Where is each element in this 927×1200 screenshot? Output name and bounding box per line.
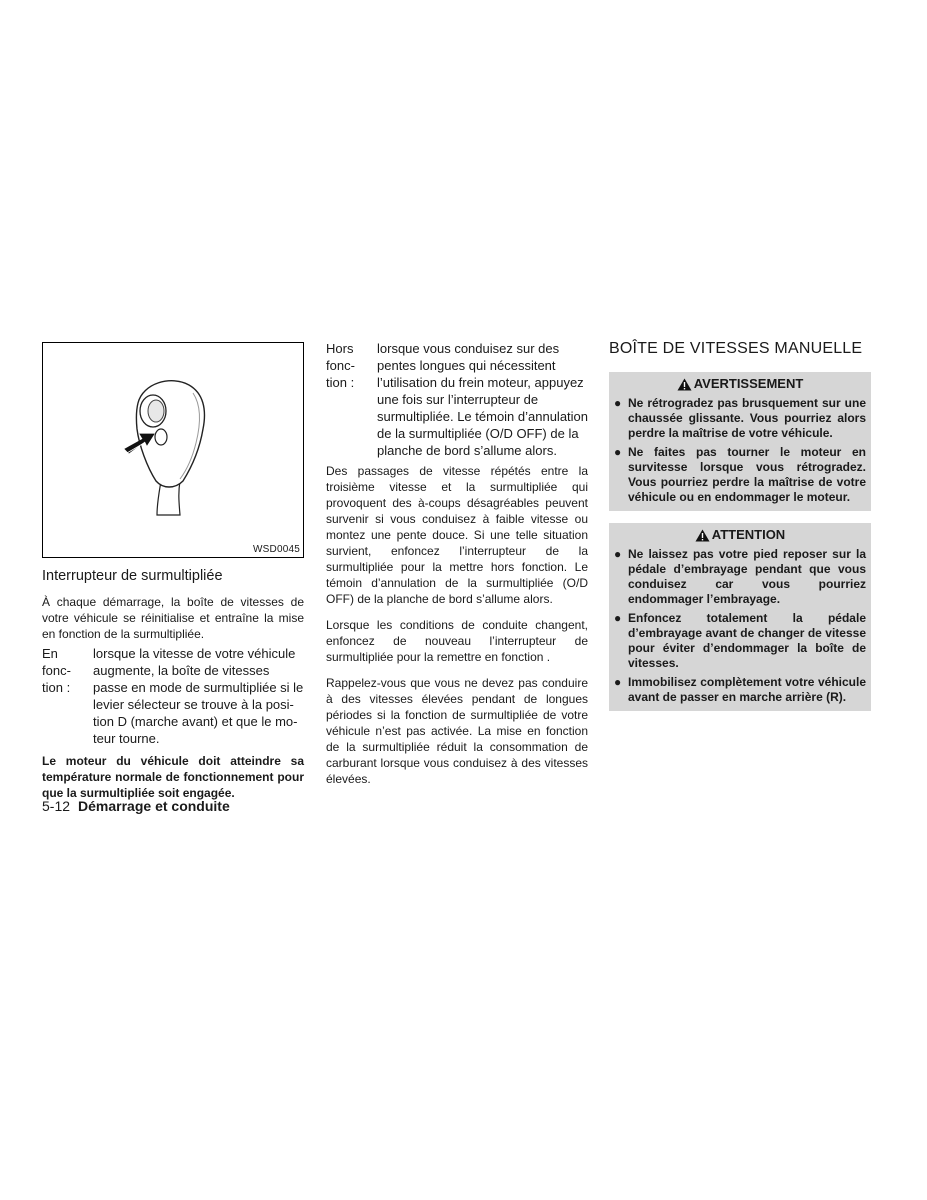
definition-term: [326, 340, 377, 459]
caution-item-text: Ne laissez pas votre pied reposer sur la pédale d’embrayage pendant que vous conduisez car vous pourriez endommager l’embrayage.: [628, 547, 866, 606]
bullet-icon: ●: [614, 547, 622, 561]
hors-fonction-definition: [326, 340, 588, 459]
warning-item: [614, 396, 866, 441]
desc-line: teur tourne.: [93, 731, 160, 746]
body-paragraph: Des passages de vitesse répétés entre la troisième vitesse et la surmultipliée qui provoquent des à-coups désagréables peuvent survenir si vous conduisez à faible vitesse ou montez une pente douce. Si une telle situation survient, enfoncez l’interrupteur de la surmultipliée pour la mettre hors fonction. Le témoin d’annulation de la surmultipliée (O/D OFF) de la planche de bord s’allume alors.: [326, 464, 588, 606]
caution-title: [614, 527, 866, 543]
warning-item-text: Ne faites pas tourner le moteur en survitesse lorsque vous rétrogradez. Vous pourriez perdre la maîtrise de votre véhicule ou en endommager le moteur.: [628, 445, 866, 504]
intro-paragraph: À chaque démarrage, la boîte de vitesses de votre véhicule se réinitialise et entraîne la mise en fonction de la surmultipliée.: [42, 595, 304, 641]
warning-item-text: Ne rétrogradez pas brusquement sur une chaussée glissante. Vous pourriez alors perdre la maîtrise de votre véhicule.: [628, 396, 866, 440]
body-paragraph: Lorsque les conditions de conduite changent, enfoncez de nouveau l’interrupteur de surmultipliée pour la remettre en fonction .: [326, 618, 588, 664]
page-footer: [42, 798, 230, 814]
gear-knob-illustration: [43, 343, 303, 557]
temperature-note: Le moteur du véhicule doit atteindre sa température normale de fonctionnement pour que la surmultipliée soit engagée.: [42, 754, 304, 800]
warning-title-text: AVERTISSEMENT: [693, 376, 804, 391]
desc-line: passe en mode de surmultipliée si le: [93, 680, 304, 695]
bullet-icon: ●: [614, 675, 622, 689]
warning-triangle-icon: [695, 529, 710, 542]
page-number: 5-12: [42, 798, 71, 814]
definition-description: [93, 645, 304, 747]
caution-item: [614, 675, 866, 705]
figure-code: WSD0045: [253, 544, 300, 555]
caution-item-text: Enfoncez totalement la pédale d’embrayage avant de changer de vitesse pour éviter d’endommager la boîte de vitesses.: [628, 611, 866, 670]
caution-title-text: ATTENTION: [711, 527, 786, 542]
section-title: BOÎTE DE VITESSES MANUELLE: [609, 340, 863, 357]
desc-line: pentes longues qui nécessitent: [377, 358, 556, 373]
middle-column: [326, 340, 588, 787]
warning-triangle-icon: [677, 378, 692, 391]
warning-item: [614, 445, 866, 505]
gear-shift-figure: [42, 342, 304, 558]
desc-line: de la surmultipliée (O/D OFF) de la: [377, 426, 579, 441]
caution-item: [614, 547, 866, 607]
body-paragraph: Rappelez-vous que vous ne devez pas conduire à des vitesses élevées pendant de longues périodes si la fonction de surmultipliée de votre véhicule n’est pas activée. La mise en fonction de la surmultipliée réduit la consommation de carburant lorsque vous conduisez à des vitesses élevées.: [326, 676, 588, 786]
chapter-title: Démarrage et conduite: [78, 798, 230, 814]
definition-description: [377, 340, 588, 459]
term-line: tion :: [42, 680, 71, 695]
desc-line: une fois sur l’interrupteur de: [377, 392, 539, 407]
en-fonction-definition: [42, 645, 304, 747]
definition-term: [42, 645, 93, 747]
warning-title: [614, 376, 866, 392]
desc-line: planche de bord s’allume alors.: [377, 443, 557, 458]
desc-line: lorsque la vitesse de votre véhicule: [93, 646, 296, 661]
desc-line: l’utilisation du frein moteur, appuyez: [377, 375, 584, 390]
warning-box: [609, 372, 871, 511]
figure-caption: Interrupteur de surmultipliée: [42, 568, 223, 584]
caution-item-text: Immobilisez complètement votre véhicule avant de passer en marche arrière (R).: [628, 675, 866, 704]
term-line: En: [42, 646, 58, 661]
desc-line: tion D (marche avant) et que le mo-: [93, 714, 298, 729]
caution-box: [609, 523, 871, 711]
desc-line: lorsque vous conduisez sur des: [377, 341, 560, 356]
bullet-icon: ●: [614, 611, 622, 625]
right-column: [609, 340, 871, 711]
term-line: tion :: [326, 375, 355, 390]
term-line: fonc-: [326, 358, 355, 373]
term-line: fonc-: [42, 663, 71, 678]
left-column: [42, 340, 304, 801]
bullet-icon: ●: [614, 396, 622, 410]
desc-line: levier sélecteur se trouve à la posi-: [93, 697, 294, 712]
desc-line: augmente, la boîte de vitesses: [93, 663, 270, 678]
desc-line: surmultipliée. Le témoin d’annulation: [377, 409, 589, 424]
bullet-icon: ●: [614, 445, 622, 459]
term-line: Hors: [326, 341, 354, 356]
caution-item: [614, 611, 866, 671]
